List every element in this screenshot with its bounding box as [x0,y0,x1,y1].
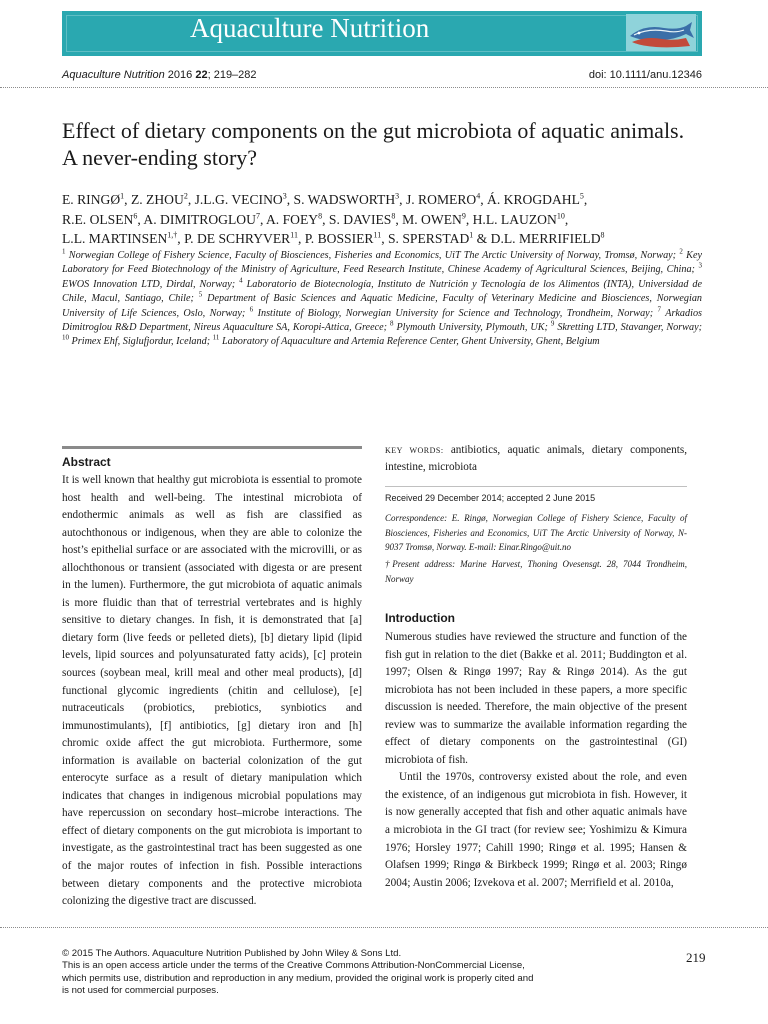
author: E. RINGØ$^1$, [62,191,131,207]
author: P. DE SCHRYVER$^{11}$, [184,230,305,246]
correspondence: Correspondence: E. Ringø, Norwegian College of Fishery Science, Faculty of Biosciences, Fisheries and Economics, UiT The Arctic University of Norway, N-9037 Tromsø, Norway. E-mail: Einar.Ringo@uit.no [385,513,687,552]
author: J. ROMERO$^4$, [405,191,488,207]
received-dates: Received 29 December 2014; accepted 2 June 2015 [385,493,596,503]
license-line: This is an open access article under the terms of the Creative Commons Attribution-NonCommercial License, [62,960,525,972]
author: R.E. OLSEN$^6$, [62,210,144,227]
article-title: Effect of dietary components on the gut microbiota of aquatic animals. A never-ending story? [62,118,685,170]
fish-logo-icon [626,14,696,51]
abstract-text: It is well known that healthy gut microbiota is essential to promote host health and well-being. The intestinal microbiota of endothermic animals as well as fish are classified as autochthonous or indigenous, when they are able to colonize the host’s epithelial surface or are associated with the microvilli, or as allochthonous or transient (associated with digesta or are present in the lumen). Furthermore, the gut microbiota of aquatic animals is more fluidic than that of terrestrial vertebrates and is highly sensitive to dietary changes. In fish, it is demonstrated that [a] dietary form (live feeds or pelleted diets), [b] dietary lipid (lipid levels, lipid sources and polyunsaturated fatty acids), [c] protein sources (soybean meal, krill meal and other meal products), [d] functional glycomic ingredients (chitin and cellulose), [e] nutraceuticals (probiotics, prebiotics, synbiotics and immunostimulants), [f] antibiotics, [g] dietary iron and [h] chromic oxide affect the gut microbiota. Furthermore, some information is available on bacterial colonization of the gut enterocyte surface as a result of dietary manipulation which indicates that changes in indigenous microbial populations may have repercussion on secondary host–microbe interactions. The effect of dietary components on the gut microbiota is important to investigate, as the gastrointestinal tract has been suggested as one of the major routes of infection in fish. Possible interactions between dietary components and the protective microbiota colonizing the digestive tract are discussed. [62,474,362,908]
introduction-body [385,629,687,892]
header-divider [0,87,768,88]
copyright-line: © 2015 The Authors. Aquaculture Nutrition Published by John Wiley & Sons Ltd. [62,948,402,959]
author: Z. ZHOU$^2$, [130,191,195,207]
introduction-paragraph: Until the 1970s, controversy existed about the role, and even the existence, of an indigenous gut microbiota in fish. However, it is now generally accepted that fish and other aquatic animals have a microbiota in the GI tract (for review see; Yoshimizu & Kimura 1976; Horsley 1977; Cahill 1990; Ringø et al. 1995; Hansen & Olafsen 1999; Ringø & Birkbeck 1999; Ringø et al. 2003; Ringø 2004; Austin 2006; Izvekova et al. 2007; Merrifield et al. 2010a, [385,771,687,889]
citation-volume: 22 [195,69,208,81]
author: D.L. MERRIFIELD$^8$ [490,230,605,246]
author: S. WADSWORTH$^3$, [293,191,406,207]
introduction-heading: Introduction [385,611,455,625]
citation-pages: ; 219–282 [207,69,257,81]
abstract-rule [62,446,362,449]
author: S. DAVIES$^8$, [328,210,403,227]
license-line: which permits use, distribution and reproduction in any medium, provided the original work is properly cited and [62,972,534,984]
introduction-paragraph: Numerous studies have reviewed the structure and function of the fish gut in relation to the diet (Bakke et al. 2011; Buddington et al. 1997; Olsen & Ringø 1997; Ray & Ringø 2014). As the gut microbiota has not been included in these papers, a more specific discussion is needed. Therefore, the main objective of the present review was to summarize the available information regarding the effect of dietary components on the gastrointestinal (GI) microbiota of fish. [385,631,687,766]
page-number: 219 [686,950,706,965]
article-info-rule [385,486,687,487]
keywords-text: antibiotics, aquatic animals, dietary components, intestine, microbiota [385,444,687,473]
author: S. SPERSTAD$^1$ & [388,230,491,246]
author: L.L. $MARTINSEN^{1,\dagger}$, [62,230,185,246]
license-line: is not used for commercial purposes. [62,985,219,997]
author: M. OWEN$^9$, [402,210,473,227]
keywords [385,442,687,476]
footer-divider [0,927,768,928]
author: Á. KROGDAHL$^5$, [487,191,588,207]
author: A. FOEY$^8$, [265,210,329,227]
author: J.L.G. VECINO$^3$, [194,191,294,207]
author: H.L. LAUZON$^{10}$, [472,210,569,227]
citation-journal: Aquaculture Nutrition [62,69,165,81]
affiliations: $^1$ Norwegian College of Fishery Science, Faculty of Biosciences, Fisheries and Economics, UiT The Arctic University of Norway, Tromsø, Norway; $^2$ Key Laboratory for Feed Biotechnology of the Ministry of Agriculture, Feed Research Institute, Chinese Academy of Agricultural Sciences, Beijing, China; $^3$ EWOS Innovation LTD, Dirdal, Norway; $^4$ Laboratorio de Biotecnología, Instituto de Nutrición y Tecnología de los Alimentos (INTA), Universidad de Chile, Macul, Santiago, Chile; $^5$ Department of Basic Sciences and Aquatic Medicine, Faculty of Veterinary Medicine and Biosciences, Norwegian University of Life Sciences, Oslo, Norway; $^6$ Institute of Biology, Norwegian University for Science and Technology, Trondheim, Norway; $^7$ Arkadios Dimitroglou R&D Department, Nireus Aquaculture SA, Koropi-Attica, Greece; $^8$ Plymouth University, Plymouth, UK; $^9$ Skretting LTD, Stavanger, Norway; $^{10}$ Primex Ehf, Siglufjordur, Iceland; $^{11}$ Laboratory of Aquaculture and Artemia Reference Center, Ghent University, Ghent, Belgium [62,247,703,348]
license-footer [62,948,622,998]
present-address: †Present address: Marine Harvest, Thoning Ovesensgt. 28, 7044 Trondheim, Norway [385,559,687,584]
author: A. DIMITROGLOU$^7$, [143,210,266,227]
doi[interactable]: doi: 10.1111/anu.12346 [588,69,702,81]
author: P. BOSSIER$^{11}$, [304,230,388,246]
abstract-body [62,472,362,911]
keywords-label: KEY WORDS: [385,446,444,455]
journal-banner [62,11,702,56]
abstract-heading: Abstract [62,455,111,469]
journal-title: Aquaculture Nutrition [190,13,430,43]
citation [62,69,257,81]
citation-year: 2016 [167,69,193,81]
author-list [62,190,702,249]
